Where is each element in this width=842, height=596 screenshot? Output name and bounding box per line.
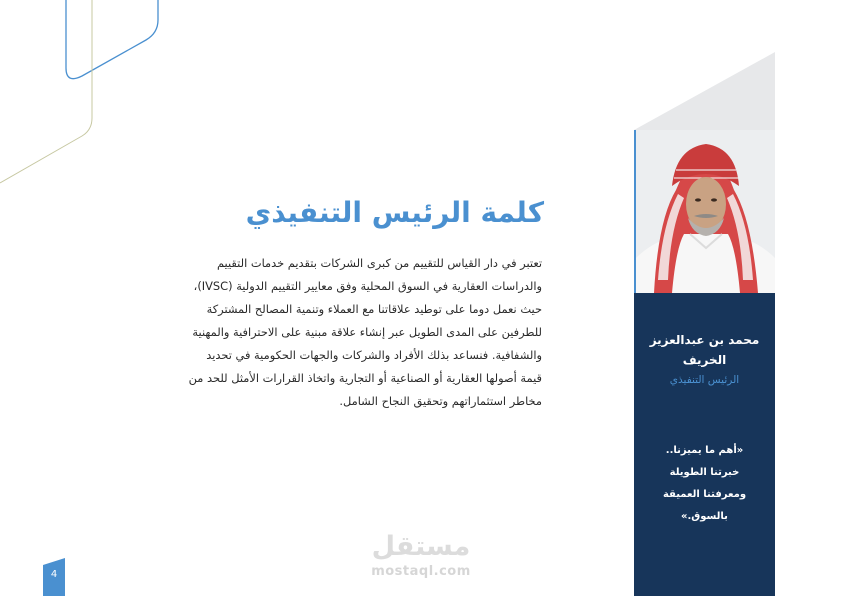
executive-quote [634,440,775,528]
ceo-portrait [636,130,775,293]
ceo-message-body [110,252,542,413]
body-line: للطرفين على المدى الطويل عبر إنشاء علاقة مبنية على الاحترافية والمهنية [192,325,542,339]
executive-role: الرئيس التنفيذي [669,374,740,386]
body-line: مخاطر استثماراتهم وتحقيق النجاح الشامل. [339,394,542,408]
olive-frame-line [0,0,92,183]
executive-name-line: الخريف [682,353,727,367]
body-line: قيمة أصولها العقارية أو الصناعية أو التجارية واتخاذ القرارات الأمثل للحد من [188,371,542,385]
body-line: تعتبر في دار القياس للتقييم من كبرى الشركات بتقديم خدمات التقييم [216,256,542,270]
page-number: 4 [50,569,58,580]
body-line: حيث نعمل دوما على توطيد علاقاتنا مع العملاء وتنمية المصالح المشتركة [206,302,542,316]
body-line: والدراسات العقارية في السوق المحلية وفق معايير التقييم الدولية (IVSC)، [193,279,542,293]
quote-line: ومعرفتنا العميقة [662,489,747,500]
watermark-logo: مستقل [371,531,471,562]
quote-line: بالسوق.» [681,511,728,522]
watermark-url: mostaql.com [371,564,471,579]
quote-line: «أهم ما يميزنا.. [665,445,744,456]
quote-line: خبرتنا الطويلة [669,467,740,478]
executive-name [634,330,775,370]
blue-frame-line [66,0,158,79]
executive-name-line: محمد بن عبدالعزيز [649,333,760,347]
page-title: كلمة الرئيس التنفيذي [245,196,544,229]
body-line: والشفافية. فنساعد بذلك الأفراد والشركات والجهات الحكومية في تحديد [206,348,542,362]
